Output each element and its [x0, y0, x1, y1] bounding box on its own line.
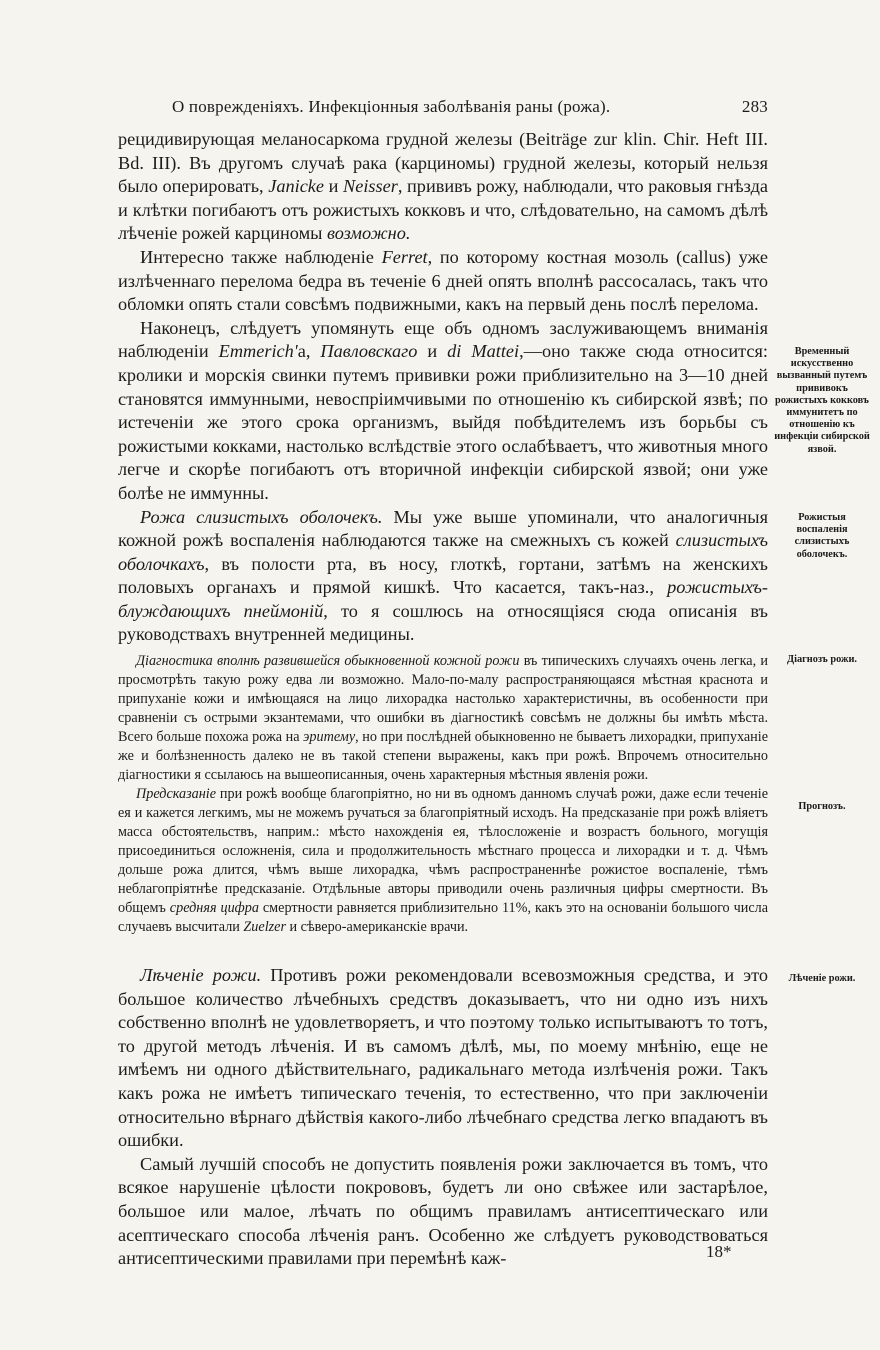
- running-title: О поврежденіяхъ. Инфекціонныя заболѣванія раны (рожа).: [172, 97, 611, 116]
- margin-note-immunity: Временный искусственно вызванный путемъ прививокъ рожистыхъ кокковъ иммунитетъ по отношенію къ инфекціи сибирской язвой.: [774, 346, 870, 455]
- paragraph-prognosis: Предсказаніе при рожѣ вообще благопріятно, но ни въ одномъ данномъ случаѣ рожи, даже если теченіе ея и кажется легкимъ, мы не можемъ ручаться за благопріятный исходъ. На предсказаніе при рожѣ вліяетъ масса обстоятельствъ, наприм.: мѣсто нахожденія ея, тѣлосложеніе и возрастъ больного, могущія присоединиться осложненія, сила и продолжительность мѣстнаго процесса и лихорадки и т. д. Чѣмъ дольше рожа длится, чѣмъ выше лихорадка, чѣмъ распространеннѣе рожистое воспаленіе, тѣмъ неблагопріятнѣе предсказаніе. Отдѣльные авторы приводили очень различныя цифры смертности. Въ общемъ средняя цифра смертности равняется приблизительно 11%, какъ это на основаніи большого числа случаевъ высчитали Zuelzer и сѣверо-американскіе врачи.: [118, 786, 768, 935]
- text-block-3: [118, 964, 768, 1271]
- text-block-1: [118, 128, 768, 647]
- paragraph-melanosarcoma: рецидивирующая меланосаркома грудной железы (Beiträge zur klin. Chir. Heft III. Bd. III). Въ другомъ случаѣ рака (карциномы) грудной железы, который нельзя было оперировать, Janicke и Neisser, прививъ рожу, наблюдали, что раковыя гнѣзда и клѣтки погибаютъ отъ рожистыхъ кокковъ и что, слѣдовательно, на самомъ дѣлѣ лѣченіе рожей карциномы возможно.: [118, 129, 768, 244]
- margin-note-diagnosis: Діагнозъ рожи.: [787, 654, 857, 665]
- paragraph-prevention: Самый лучшій способъ не допустить появленія рожи заключается въ томъ, что всякое нарушеніе цѣлости покрововъ, будетъ ли оно свѣжее или застарѣлое, большое или малое, лѣчать по общимъ правиламъ антисептическаго или асептическаго способа лѣченія ранъ. Особенно же слѣдуетъ руководствоваться антисептическими правилами при перемѣнѣ каж-: [118, 1153, 768, 1269]
- paragraph-mucous: Рожа слизистыхъ оболочекъ. Мы уже выше упоминали, что аналогичныя кожной рожѣ воспаленія наблюдаются также на смежныхъ съ кожей слизистыхъ оболочкахъ, въ полости рта, въ носу, глоткѣ, гортани, затѣмъ на женскихъ половыхъ органахъ и прямой кишкѣ. Что касается, такъ-наз., рожистыхъ-блуждающихъ пнеймоній, то я сошлюсь на относящіяся сюда описанія въ руководствахъ внутренней медицины.: [118, 506, 768, 645]
- paragraph-diagnosis: Діагностика вполнѣ развившейся обыкновенной кожной рожи въ типическихъ случаяхъ очень легка, и просмотрѣть такую рожу едва ли возможно. Мало-по-малу распространяющаяся мѣстная краснота и припуханіе кожи и имѣющаяся на лицо лихорадка настолько характеристичны, въ особенности при сравненіи съ острыми экзантемами, что ошибки въ діагностикѣ совсѣмъ не должны бы имѣть мѣста. Всего больше похожа рожа на эритему, но при послѣдней обыкновенно не бываетъ лихорадки, припуханіе же и болѣзненность далеко не въ такой степени выражены, какъ при рожѣ. Впрочемъ относительно діагностики я ссылаюсь на вышеописанныя, очень характерныя мѣстныя явленія рожи.: [118, 653, 768, 783]
- margin-note-mucous: Рожистыя воспаленія слизистыхъ оболочекъ.: [794, 512, 850, 560]
- page-number: 283: [741, 97, 768, 116]
- paragraph-immunity: Наконецъ, слѣдуетъ упомянуть еще объ одномъ заслуживающемъ вниманія наблюденіи Emmerich'а, Павловскаго и di Mattei,—оно также сюда относится: кролики и морскія свинки путемъ прививки рожи приблизительно на 3—10 дней становятся иммунными, невоспріимчивыми по отношенію къ сибирской язвѣ; по истеченіи же этого срока организмъ, выйдя побѣдителемъ изъ борьбы съ рожистыми кокками, настолько вслѣдствіе этого ослабѣваетъ, что животныя много легче и скорѣе погибаютъ отъ вторичной инфекціи сибирской язвой; они уже болѣе не иммунны.: [118, 317, 768, 503]
- margin-note-treatment: Лѣченіе рожи.: [788, 973, 856, 984]
- paragraph-treatment: Лѣченіе рожи. Противъ рожи рекомендовали всевозможныя средства, и это большое количество лѣчебныхъ средствъ доказываетъ, что ни одно изъ нихъ собственно вполнѣ не удовлетворяетъ, и что поэтому только испытываютъ то тотъ, то другой методъ лѣченія. И въ самомъ дѣлѣ, мы, по моему мнѣнію, еще не имѣемъ ни одного дѣйствительнаго, радикальнаго метода излѣченія рожи. Такъ какъ рожа не имѣетъ типическаго теченія, то естественно, что при заключеніи относительно вѣрнаго дѣйствія какого-либо лѣчебнаго средства легко впадаютъ въ ошибки.: [118, 965, 768, 1151]
- running-header: [118, 97, 768, 123]
- margin-note-prognosis: Прогнозъ.: [798, 801, 846, 812]
- paragraph-ferret: Интересно также наблюденіе Ferret, по которому костная мозоль (callus) уже излѣченнаго перелома бедра въ теченіе 6 дней опять вполнѣ рассосалась, такъ что обломки опять стали совсѣмъ подвижными, какъ на первый день послѣ перелома.: [118, 246, 768, 315]
- signature-mark: 18*: [706, 1242, 732, 1261]
- text-block-2: [118, 652, 768, 937]
